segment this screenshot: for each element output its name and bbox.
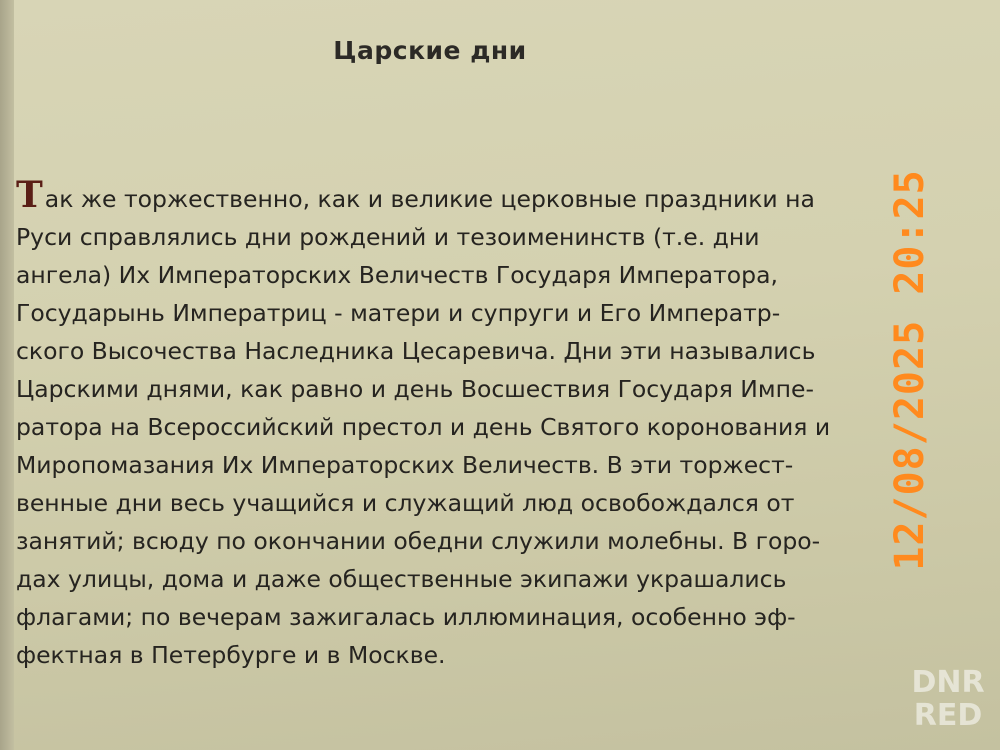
text-line-6: Царскими днями, как равно и день Восшествия Государя Импе-	[16, 375, 814, 403]
text-line-7: ратора на Всероссийский престол и день Святого коронования и	[16, 413, 831, 441]
text-line-12: флагами; по вечерам зажигалась иллюминация, особенно эф-	[16, 603, 796, 631]
text-line-3: ангела) Их Императорских Величеств Государя Императора,	[16, 261, 778, 289]
text-line-5: ского Высочества Наследника Цесаревича. Дни эти назывались	[16, 337, 816, 365]
watermark-logo	[906, 666, 990, 738]
watermark-line-1: DNR	[911, 665, 985, 700]
text-line-8: Миропомазания Их Императорских Величеств. В эти торжест-	[16, 451, 794, 479]
text-line-4: Государынь Императриц - матери и супруги и Его Императр-	[16, 299, 781, 327]
camera-timestamp	[880, 90, 940, 650]
timestamp-text: 12/08/2025 20:25	[887, 169, 933, 571]
body-text	[16, 174, 960, 674]
chapter-title: Царские дни	[333, 36, 527, 65]
drop-cap: Т	[16, 174, 43, 216]
text-line-9: венные дни весь учащийся и служащий люд освобождался от	[16, 489, 795, 517]
text-line-2: Руси справлялись дни рождений и тезоименинств (т.е. дни	[16, 223, 760, 251]
text-line-1: Так же торжественно, как и великие церковные праздники на	[16, 174, 815, 216]
page-edge	[0, 0, 14, 750]
text-line-10: занятий; всюду по окончании обедни служили молебны. В горо-	[16, 527, 821, 555]
text-line-11: дах улицы, дома и даже общественные экипажи украшались	[16, 565, 787, 593]
watermark-line-2: RED	[913, 698, 983, 733]
text-line-13: фектная в Петербурге и в Москве.	[16, 641, 446, 669]
